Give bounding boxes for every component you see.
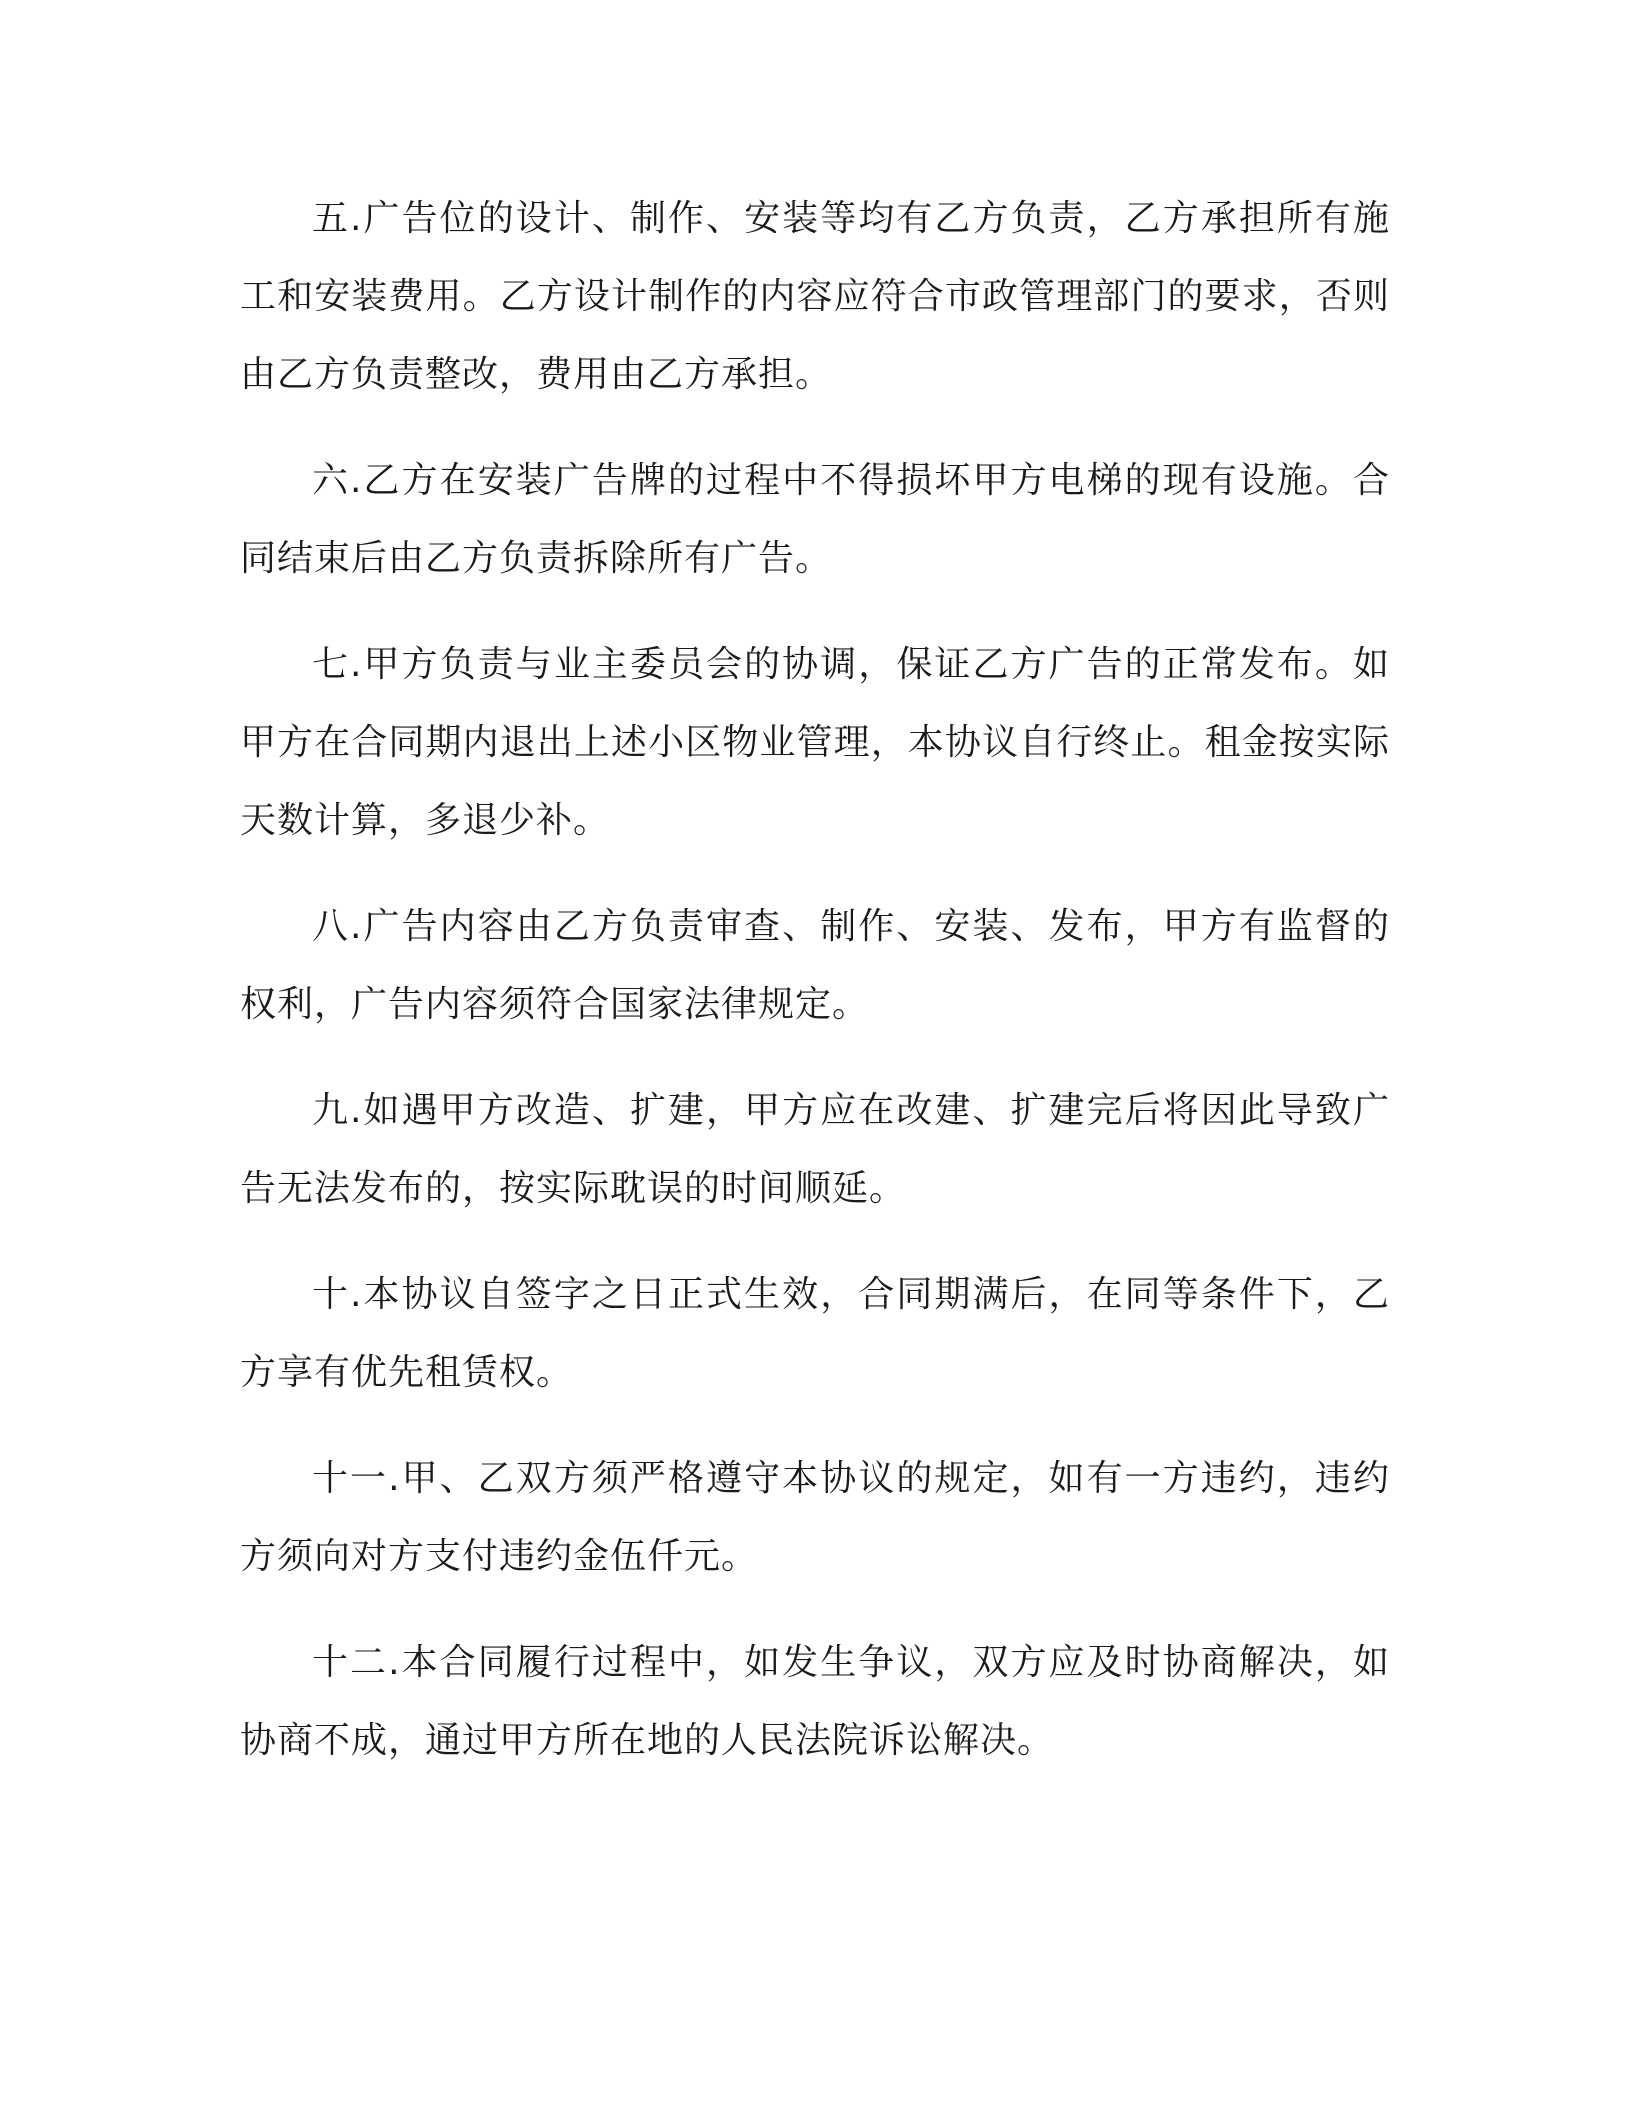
clause-11: 十一.甲、乙双方须严格遵守本协议的规定，如有一方违约，违约方须向对方支付违约金伍仟元。 [240,1458,1390,1577]
clause-9: 九.如遇甲方改造、扩建，甲方应在改建、扩建完后将因此导致广告无法发布的，按实际耽误的时间顺延。 [240,1090,1390,1209]
clause-8: 八.广告内容由乙方负责审查、制作、安装、发布，甲方有监督的权利，广告内容须符合国家法律规定。 [240,906,1390,1025]
clause-12: 十二.本合同履行过程中，如发生争议，双方应及时协商解决，如协商不成，通过甲方所在地的人民法院诉讼解决。 [240,1642,1390,1761]
clause-10: 十.本协议自签字之日正式生效，合同期满后，在同等条件下，乙方享有优先租赁权。 [240,1274,1390,1393]
clause-5: 五.广告位的设计、制作、安装等均有乙方负责，乙方承担所有施工和安装费用。乙方设计制作的内容应符合市政管理部门的要求，否则由乙方负责整改，费用由乙方承担。 [240,198,1390,395]
clause-6: 六.乙方在安装广告牌的过程中不得损坏甲方电梯的现有设施。合同结束后由乙方负责拆除所有广告。 [240,460,1390,579]
document-body [240,180,1390,1808]
clause-7: 七.甲方负责与业主委员会的协调，保证乙方广告的正常发布。如甲方在合同期内退出上述小区物业管理，本协议自行终止。租金按实际天数计算，多退少补。 [240,644,1390,841]
